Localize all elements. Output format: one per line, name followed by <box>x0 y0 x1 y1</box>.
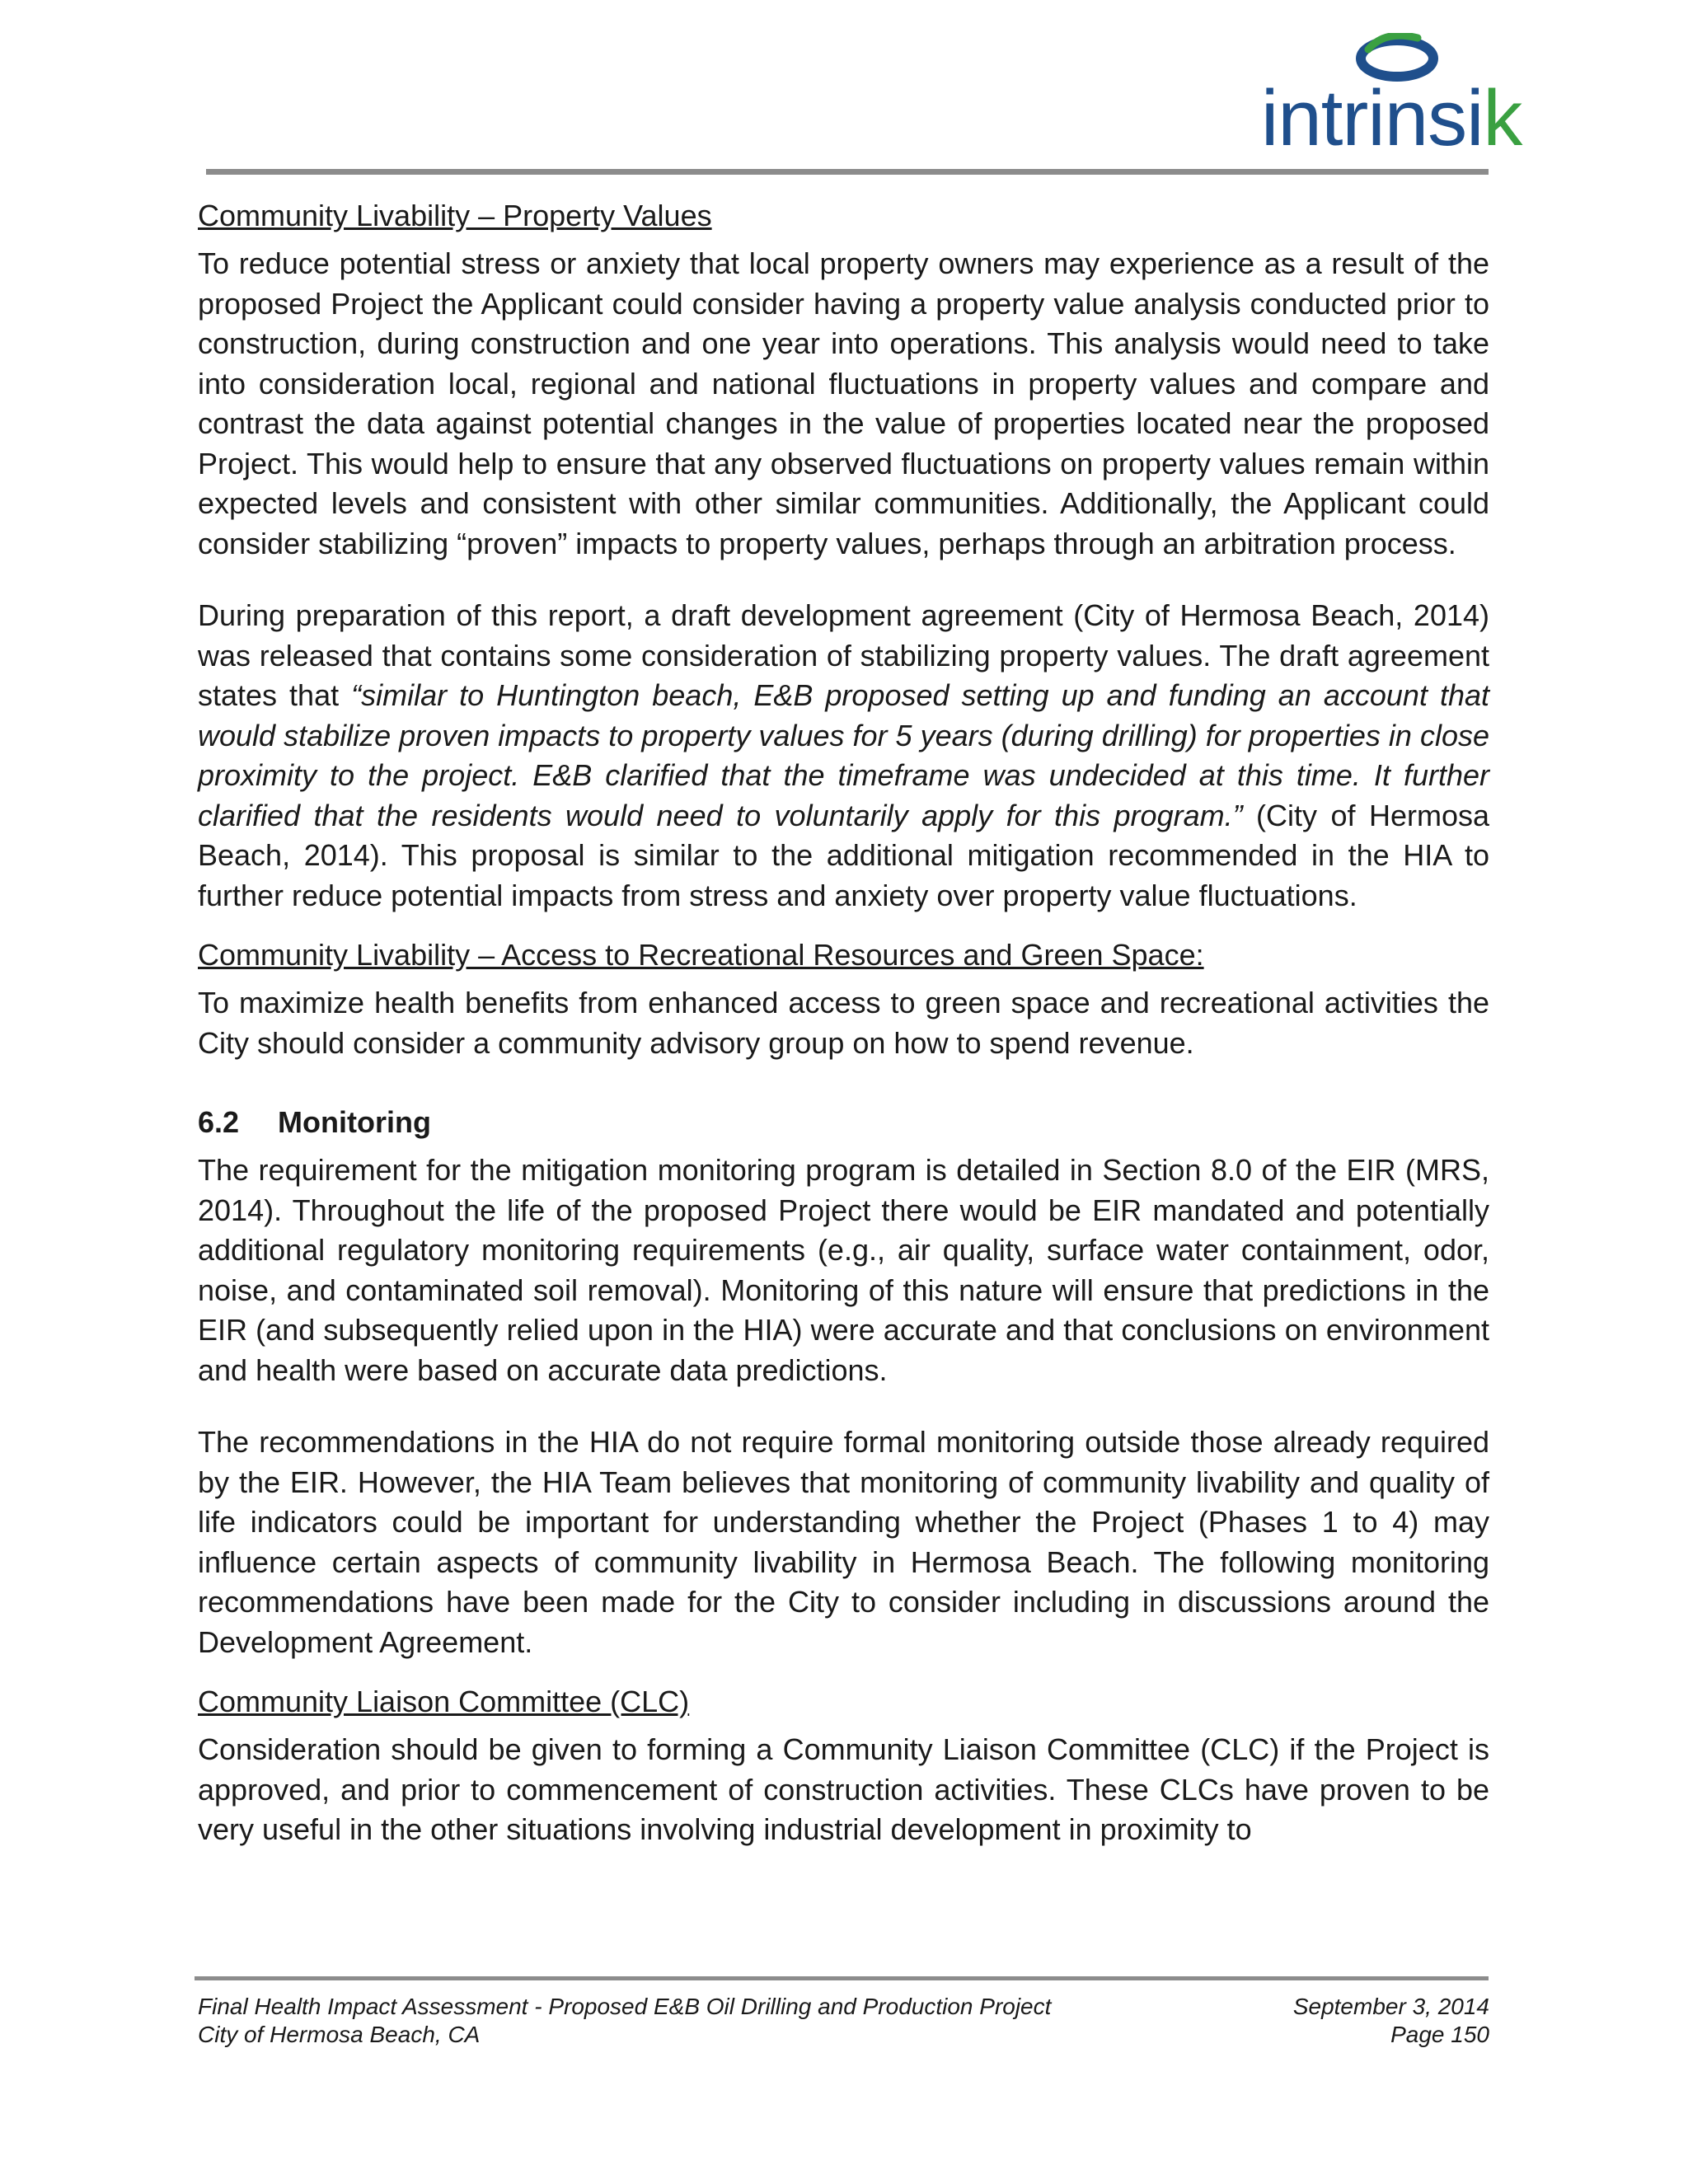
intrinsik-logo <box>1261 33 1522 162</box>
footer-date: September 3, 2014 <box>1292 1994 1489 2019</box>
footer-page-number: Page 150 <box>1390 2022 1489 2047</box>
heading-property-values: Community Livability – Property Values <box>198 199 712 232</box>
footer-report-title: Final Health Impact Assessment - Proposed E&B Oil Drilling and Production Project <box>198 1994 1052 2019</box>
footer-rule <box>195 1976 1489 1980</box>
section-title: Monitoring <box>278 1105 431 1139</box>
page-content <box>198 196 1489 1850</box>
heading-recreation: Community Livability – Access to Recreational Resources and Green Space: <box>198 938 1204 972</box>
heading-clc: Community Liaison Committee (CLC) <box>198 1685 690 1718</box>
paragraph-monitoring-1: The requirement for the mitigation monitoring program is detailed in Section 8.0 of the EIR (MRS, 2014). Throughout the life of the proposed Project there would be EIR mandated and potentially additional regulatory monitoring requirements (e.g., air quality, surface water containment, odor, noise, and contaminated soil removal). Monitoring of this nature will ensure that predictions in the EIR (and subsequently relied upon in the HIA) were accurate and that conclusions on environment and health were based on accurate data predictions. <box>198 1153 1489 1387</box>
footer-location: City of Hermosa Beach, CA <box>198 2022 481 2047</box>
paragraph-monitoring-2: The recommendations in the HIA do not require formal monitoring outside those already required by the EIR. However, the HIA Team believes that monitoring of community livability and quality of life indicators could be important for understanding whether the Project (Phases 1 to 4) may influence certain aspects of community livability in Hermosa Beach. The following monitoring recommendations have been made for the City to consider including in discussions around the Development Agreement. <box>198 1425 1489 1659</box>
header-rule <box>206 169 1489 175</box>
paragraph-property-values-1: To reduce potential stress or anxiety that local property owners may experience as a result of the proposed Project the Applicant could consider having a property value analysis conducted prior to construction, during construction and one year into operations. This analysis would need to take into consideration local, regional and national fluctuations in property values and compare and contrast the data against potential changes in the value of properties located near the proposed Project. This would help to ensure that any observed fluctuations on property values remain within expected levels and consistent with other similar communities. Additionally, the Applicant could consider stabilizing “proven” impacts to property values, perhaps through an arbitration process. <box>198 246 1489 560</box>
quote-draft-agreement: “similar to Huntington beach, E&B proposed setting up and funding an account that would stabilize proven impacts to property values for 5 years (during drilling) for properties in close proximity to the project. E&B clarified that the timeframe was undecided at this time. It further clarified that the residents would need to voluntarily apply for this program.” <box>198 678 1489 832</box>
page-footer <box>198 1993 1489 2049</box>
section-heading-monitoring <box>198 1103 1489 1142</box>
paragraph-property-values-2: During preparation of this report, a draft development agreement (City of Hermosa Beach, 2014) was released that contains some consideration of stabilizing property values. The draft agreement states that “similar to Huntington beach, E&B proposed setting up and funding an account that would stabilize proven impacts to property values for 5 years (during drilling) for properties in close proximity to the project. E&B clarified that the timeframe was undecided at this time. It further clarified that the residents would need to voluntarily apply for this program.” (City of Hermosa Beach, 2014). This proposal is similar to the additional mitigation recommended in the HIA to further reduce potential impacts from stress and anxiety over property value fluctuations. <box>198 598 1489 912</box>
section-number: 6.2 <box>198 1105 240 1139</box>
paragraph-clc: Consideration should be given to forming a Community Liaison Committee (CLC) if the Project is approved, and prior to commencement of construction activities. These CLCs have proven to be very useful in the other situations involving industrial development in proximity to <box>198 1732 1489 1846</box>
logo-wordmark: intrinsik <box>1261 74 1522 162</box>
paragraph-recreation: To maximize health benefits from enhanced access to green space and recreational activities the City should consider a community advisory group on how to spend revenue. <box>198 986 1489 1060</box>
